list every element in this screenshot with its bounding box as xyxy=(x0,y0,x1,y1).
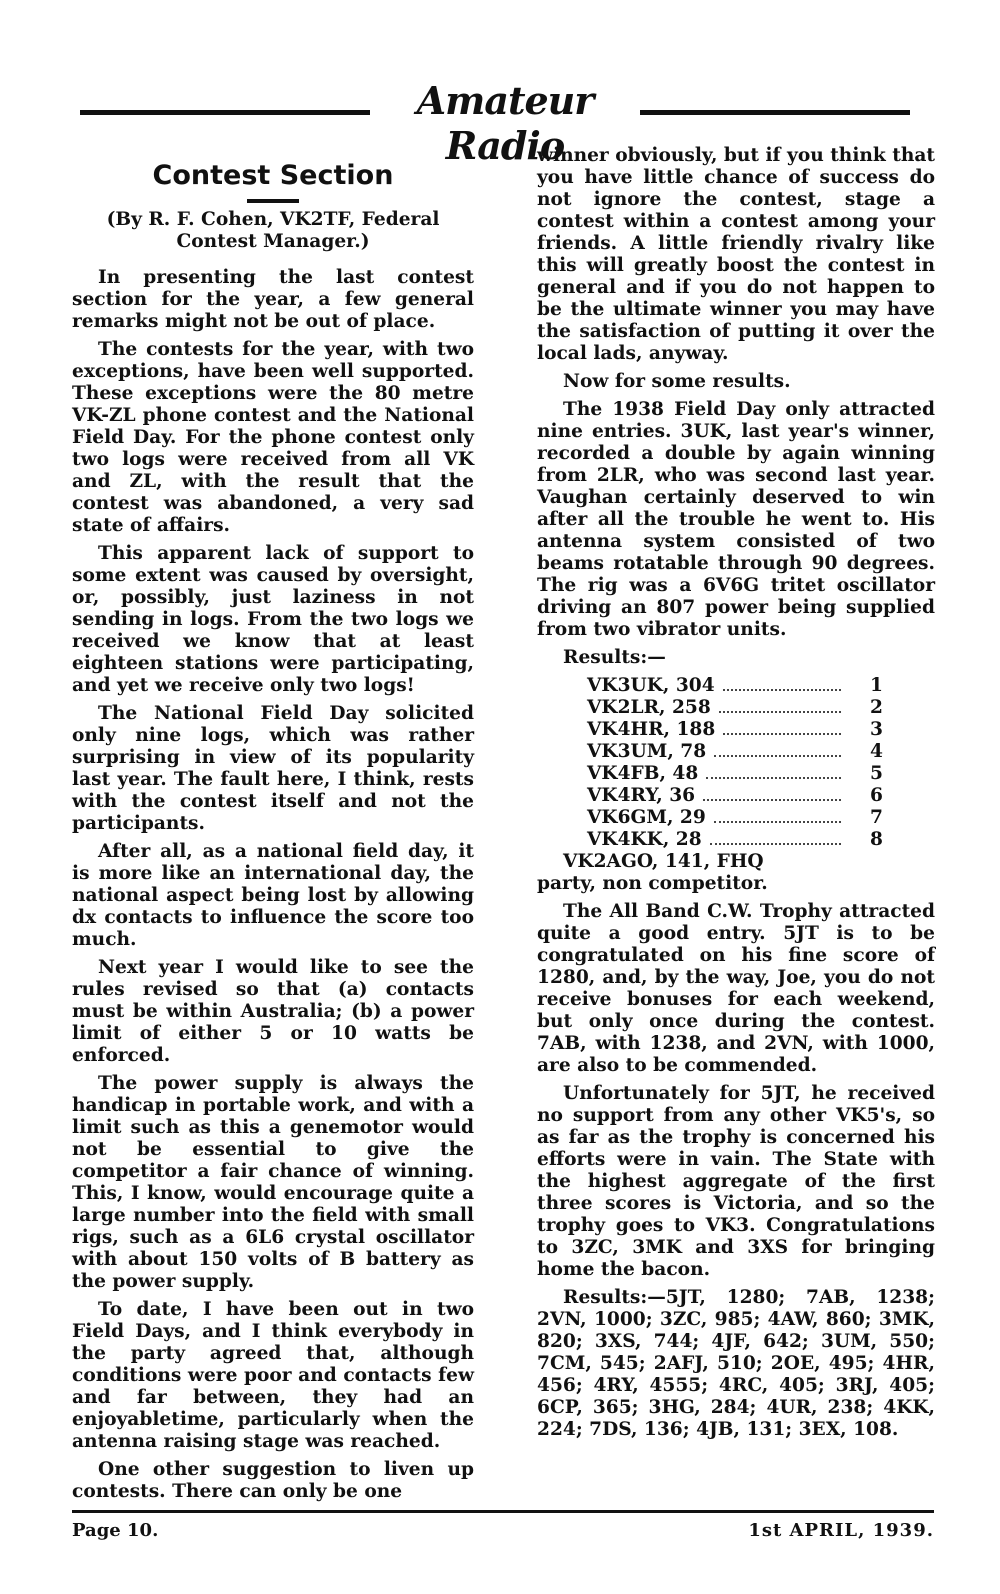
non-competitor-line-1: VK2AGO, 141, FHQ xyxy=(563,851,764,872)
result-entry: VK3UK, 304 xyxy=(587,675,715,696)
paragraph: Now for some results. xyxy=(563,371,791,392)
byline-line-1: (By R. F. Cohen, VK2TF, Federal xyxy=(106,209,440,230)
result-row xyxy=(587,741,935,763)
masthead-logo: Amateur Radio xyxy=(416,78,594,168)
result-row xyxy=(587,807,935,829)
paragraph: The 1938 Field Day only attracted nine entries. 3UK, last year's winner, recorded a double by again winning from 2LR, who was second last year. Vaughan certainly deserved to win after all the trouble he went to. His antenna system consisted of two beams rotatable through 90 degrees. The rig was a 6V6G tritet oscillator driving an 807 power being supplied from two vibrator units. xyxy=(537,399,935,640)
result-rank: 4 xyxy=(870,741,883,762)
paragraph: To date, I have been out in two Field Days, and I think everybody in the party agreed that, although conditions were poor and contacts few and far between, they had an enjoyabletime, particularly when the antenna raising stage was reached. xyxy=(72,1299,474,1452)
dot-leader xyxy=(710,843,841,845)
result-rank: 2 xyxy=(870,697,883,718)
dot-leader xyxy=(703,799,841,801)
result-entry: VK2LR, 258 xyxy=(587,697,711,718)
result-rank: 6 xyxy=(870,785,883,806)
paragraph: Results:—5JT, 1280; 7AB, 1238; 2VN, 1000; 3ZC, 985; 4AW, 860; 3MK, 820; 3XS, 744; 4JF, 642; 3UM, 550; 7CM, 545; 2AFJ, 510; 2OE, 495; 4HR, 456; 4RY, 4555; 4RC, 405; 3RJ, 405; 6CP, 365; 3HG, 284; 4UR, 238; 4KK, 224; 7DS, 136; 4JB, 131; 3EX, 108. xyxy=(537,1287,935,1440)
masthead xyxy=(80,78,910,168)
paragraph: After all, as a national field day, it is more like an international day, the national aspect being lost by allowing dx contacts to influence the score too much. xyxy=(72,841,474,950)
paragraph: This apparent lack of support to some extent was caused by oversight, or, possibly, just laziness in not sending in logs. From the two logs we received we know that at least eighteen stations were participating, and yet we receive only two logs! xyxy=(72,543,474,696)
byline-line-2: Contest Manager.) xyxy=(176,231,370,252)
result-entry: VK3UM, 78 xyxy=(587,741,707,762)
result-row xyxy=(587,763,935,785)
result-rank: 7 xyxy=(870,807,883,828)
right-column xyxy=(537,145,935,1447)
result-row xyxy=(587,697,935,719)
result-entry: VK4FB, 48 xyxy=(587,763,699,784)
dot-leader xyxy=(723,689,841,691)
left-paragraphs xyxy=(72,267,474,1503)
field-day-results xyxy=(587,675,935,851)
left-column xyxy=(72,145,474,1509)
non-competitor-line-2: party, non competitor. xyxy=(537,873,768,894)
result-row xyxy=(587,675,935,697)
paragraph: The National Field Day solicited only nine logs, which was rather surprising in view of its popularity last year. The fault here, I think, rests with the contest itself and not the participants. xyxy=(72,703,474,834)
title-rule xyxy=(247,199,299,203)
dot-leader xyxy=(719,711,841,713)
result-entry: VK4RY, 36 xyxy=(587,785,696,806)
article-title: Contest Section xyxy=(152,160,394,191)
paragraph: winner obviously, but if you think that you have little chance of success do not ignore the contest, stage a contest within a contest among your friends. A little friendly rivalry like this will greatly boost the contest in general and if you do not happen to be the ultimate winner you may have the satisfaction of putting it over the local lads, anyway. xyxy=(537,145,936,364)
right-paragraphs-top xyxy=(537,145,935,641)
result-rank: 5 xyxy=(870,763,883,784)
paragraph: The All Band C.W. Trophy attracted quite a good entry. 5JT is to be congratulated on his fine score of 1280, and, by the way, Joe, you do not receive bonuses for each weekend, but only once during the contest. 7AB, with 1238, and 2VN, with 1000, are also to be commended. xyxy=(537,901,935,1076)
result-row xyxy=(587,785,935,807)
dot-leader xyxy=(714,755,841,757)
results-label: Results:— xyxy=(563,647,666,668)
result-entry: VK4KK, 28 xyxy=(587,829,702,850)
paragraph: Unfortunately for 5JT, he received no support from any other VK5's, so as far as the trophy is concerned his efforts were in vain. The State with the highest aggregate of the first three scores is Victoria, and so the trophy goes to VK3. Congratulations to 3ZC, 3MK and 3XS for bringing home the bacon. xyxy=(537,1083,935,1280)
paragraph: Next year I would like to see the rules revised so that (a) contacts must be within Australia; (b) a power limit of either 5 or 10 watts be enforced. xyxy=(72,957,474,1066)
byline xyxy=(72,209,474,253)
issue-date: 1st APRIL, 1939. xyxy=(748,1520,934,1541)
masthead-rule-right xyxy=(640,110,910,115)
paragraph: One other suggestion to liven up contests. There can only be one xyxy=(72,1459,474,1502)
non-competitor xyxy=(537,851,935,895)
paragraph: The power supply is always the handicap in portable work, and with a limit such as this a genemotor would not be essential to give the competitor a fair chance of winning. This, I know, would encourage quite a large number into the field with small rigs, such as a 6L6 crystal oscillator with about 150 volts of B battery as the power supply. xyxy=(72,1073,474,1292)
result-entry: VK6GM, 29 xyxy=(587,807,706,828)
result-row xyxy=(587,719,935,741)
paragraph: In presenting the last contest section for the year, a few general remarks might not be out of place. xyxy=(72,267,474,332)
masthead-rule-left xyxy=(80,110,370,115)
paragraph: The contests for the year, with two exceptions, have been well supported. These exceptions were the 80 metre VK-ZL phone contest and the National Field Day. For the phone contest only two logs were received from all VK and ZL, with the result that the contest was abandoned, a very sad state of affairs. xyxy=(72,339,474,536)
footer-rule xyxy=(72,1510,934,1513)
dot-leader xyxy=(706,777,841,779)
dot-leader xyxy=(714,821,841,823)
result-row xyxy=(587,829,935,851)
result-rank: 3 xyxy=(870,719,883,740)
right-paragraphs-bottom xyxy=(537,901,935,1441)
result-rank: 1 xyxy=(870,675,883,696)
result-rank: 8 xyxy=(870,829,883,850)
dot-leader xyxy=(723,733,841,735)
result-entry: VK4HR, 188 xyxy=(587,719,716,740)
page-number: Page 10. xyxy=(72,1520,159,1541)
